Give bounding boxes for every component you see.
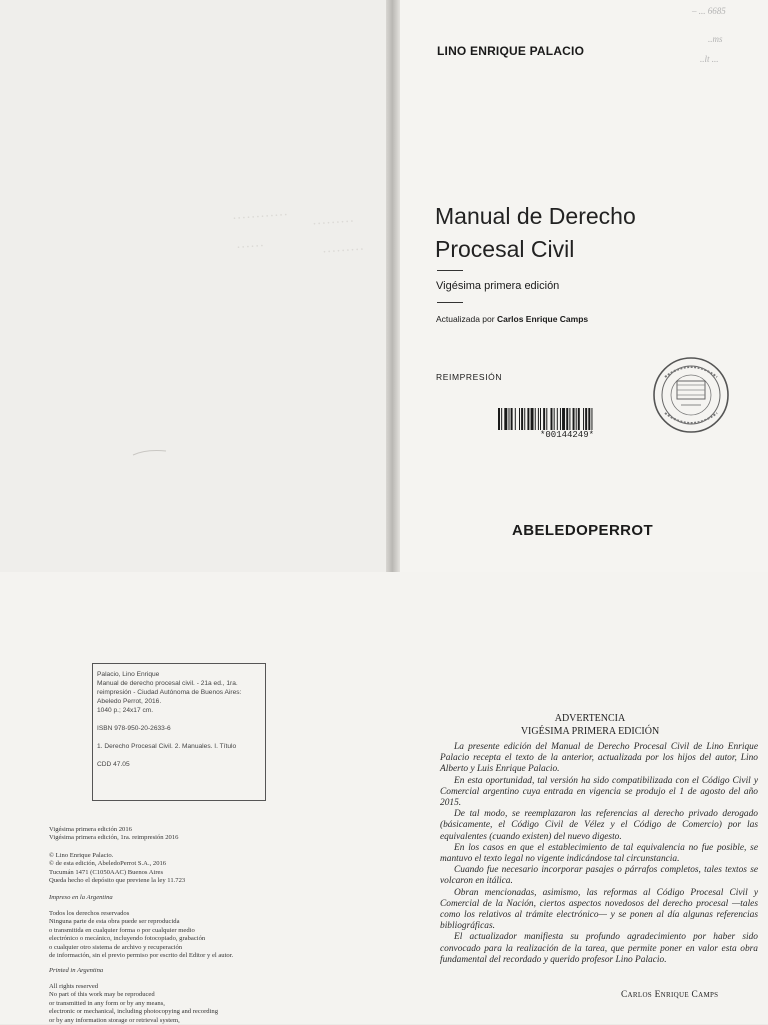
catalog-line: 1. Derecho Procesal Civil. 2. Manuales. I. Título bbox=[97, 743, 237, 750]
imprint-line: o cualquier otro sistema de archivo y recuperación bbox=[49, 943, 183, 951]
rights-reserved-es bbox=[49, 910, 233, 960]
imprint-line: © de esta edición, AbeledoPerrot S.A., 2016 bbox=[49, 860, 167, 868]
handwritten-note: – ... 6685 bbox=[692, 6, 726, 16]
catalog-line: reimpresión - Ciudad Autónoma de Buenos Aires: bbox=[97, 689, 242, 696]
paragraph: El actualizador manifiesta su profundo agradecimiento por haber sido convocado para la realización de la tarea, que permite poner en valor esta obra fundamental del recordado y querido profesor Lino Palacio. bbox=[440, 932, 758, 965]
paragraph: En esta oportunidad, tal versión ha sido compatibilizada con el Código Civil y Comercial argentino cuya entrada en vigencia se produjo el 1 de agosto del año 2015. bbox=[440, 775, 758, 809]
barcode-number: *00144249* bbox=[540, 430, 595, 440]
imprint-line: o transmitida en cualquier forma o por cualquier medio bbox=[49, 926, 195, 934]
library-seal-icon bbox=[651, 355, 731, 435]
divider bbox=[437, 270, 463, 271]
catalog-spacer bbox=[97, 751, 261, 760]
printed-in-es: Impreso en la Argentina bbox=[49, 894, 113, 901]
imprint-line: Vigésima primera edición 2016 bbox=[49, 826, 132, 833]
handwritten-note: ..lt ... bbox=[700, 54, 719, 64]
catalog-line: CDD 47.05 bbox=[97, 761, 130, 768]
imprint-line: All rights reserved bbox=[49, 983, 99, 990]
imprint-line: Ninguna parte de esta obra puede ser reproducida bbox=[49, 918, 180, 926]
paragraph: Obran mencionadas, asimismo, las reformas al Código Procesal Civil y Comercial de la Nación, ciertos aspectos novedosos del derecho procesal —tales como los relativos al trámite electrónico— y se ponen al día algunas referencias bibliográficas. bbox=[440, 887, 758, 932]
signature: Carlos Enrique Camps bbox=[621, 990, 719, 1000]
imprint-line: Queda hecho el depósito que previene la ley 11.723 bbox=[49, 877, 186, 885]
paragraph: La presente edición del Manual de Derecho Procesal Civil de Lino Enrique Palacio recepta el texto de la anterior, actualizada por los hijos del autor, Lino Alberto y Luis Enrique Palacio. bbox=[440, 742, 758, 775]
divider bbox=[437, 302, 463, 303]
printed-in-en: Printed in Argentina bbox=[49, 967, 104, 974]
book-title-line: Procesal Civil bbox=[435, 236, 575, 262]
updated-by bbox=[436, 314, 588, 324]
catalog-card bbox=[92, 663, 266, 801]
book-title bbox=[435, 200, 735, 266]
catalog-line: ISBN 978-950-20-2633-6 bbox=[97, 725, 171, 732]
imprint-line: © Lino Enrique Palacio. bbox=[49, 852, 114, 859]
publisher-logo: ABELEDOPERROT bbox=[512, 522, 654, 539]
advertencia-body bbox=[440, 742, 758, 966]
paragraph: En los casos en que el establecimiento de tal equivalencia no fue posible, se mantuvo el texto legal no vigente indicándose tal circunstancia. bbox=[440, 842, 758, 865]
heading-line: VIGÉSIMA PRIMERA EDICIÓN bbox=[520, 726, 660, 737]
bleed-through-text: ……… bbox=[321, 238, 365, 257]
handwritten-note: ..ms bbox=[708, 34, 723, 44]
copyright-notice bbox=[49, 852, 185, 886]
paragraph: Cuando fue necesario incorporar pasajes o párrafos completos, tales textos se volcaron en itálica. bbox=[440, 865, 758, 887]
catalog-spacer bbox=[97, 733, 261, 742]
advertencia-heading bbox=[440, 712, 740, 738]
bleed-through-text: ………… bbox=[231, 204, 289, 223]
rights-reserved-en bbox=[49, 983, 218, 1025]
imprint-line: electronic or mechanical, including photocopying and recording bbox=[49, 1008, 218, 1016]
left-blank-page bbox=[0, 0, 392, 572]
imprint-line: No part of this work may be reproduced bbox=[49, 991, 155, 999]
catalog-line: Palacio, Lino Enrique bbox=[97, 671, 160, 678]
updated-by-name: Carlos Enrique Camps bbox=[496, 314, 589, 324]
imprint-line: or transmitted in any form or by any means, bbox=[49, 999, 165, 1007]
author-name: LINO ENRIQUE PALACIO bbox=[437, 44, 585, 58]
imprint-line: Todos los derechos reservados bbox=[49, 910, 130, 917]
edition-history bbox=[49, 826, 178, 843]
paragraph: De tal modo, se reemplazaron las referencias al derecho privado derogado (básicamente, el Código Civil de Vélez y el Código de Comercio) por las equivalentes (cuando existen) del nuevo digesto. bbox=[440, 809, 758, 842]
reprint-label: REIMPRESIÓN bbox=[436, 372, 503, 382]
book-title-line: Manual de Derecho bbox=[435, 203, 636, 229]
imprint-line: de información, sin el previo permiso por escrito del Editor y el autor. bbox=[49, 952, 234, 960]
catalog-line: Abeledo Perrot, 2016. bbox=[97, 698, 162, 705]
barcode-icon bbox=[498, 408, 636, 430]
imprint-line: electrónico o mecánico, incluyendo fotocopiado, grabación bbox=[49, 935, 206, 943]
bleed-through-text: …… bbox=[235, 235, 265, 252]
heading-line: ADVERTENCIA bbox=[554, 713, 626, 724]
imprint-line: Tucumán 1471 (C1050AAC) Buenos Aires bbox=[49, 868, 164, 876]
imprint-line: Vigésima primera edición, 1ra. reimpresión 2016 bbox=[49, 834, 179, 842]
imprint-line: or by any information storage or retrieval system, bbox=[49, 1016, 180, 1024]
updated-by-prefix: Actualizada por bbox=[436, 314, 495, 324]
book-gutter bbox=[386, 0, 400, 572]
catalog-spacer bbox=[97, 715, 261, 724]
catalog-line: Manual de derecho procesal civil. - 21a ed., 1ra. bbox=[97, 680, 238, 687]
catalog-line: 1040 p.; 24x17 cm. bbox=[97, 707, 154, 714]
pencil-mark bbox=[132, 446, 168, 458]
edition-label: Vigésima primera edición bbox=[436, 280, 560, 292]
bleed-through-text: ……… bbox=[311, 210, 355, 229]
